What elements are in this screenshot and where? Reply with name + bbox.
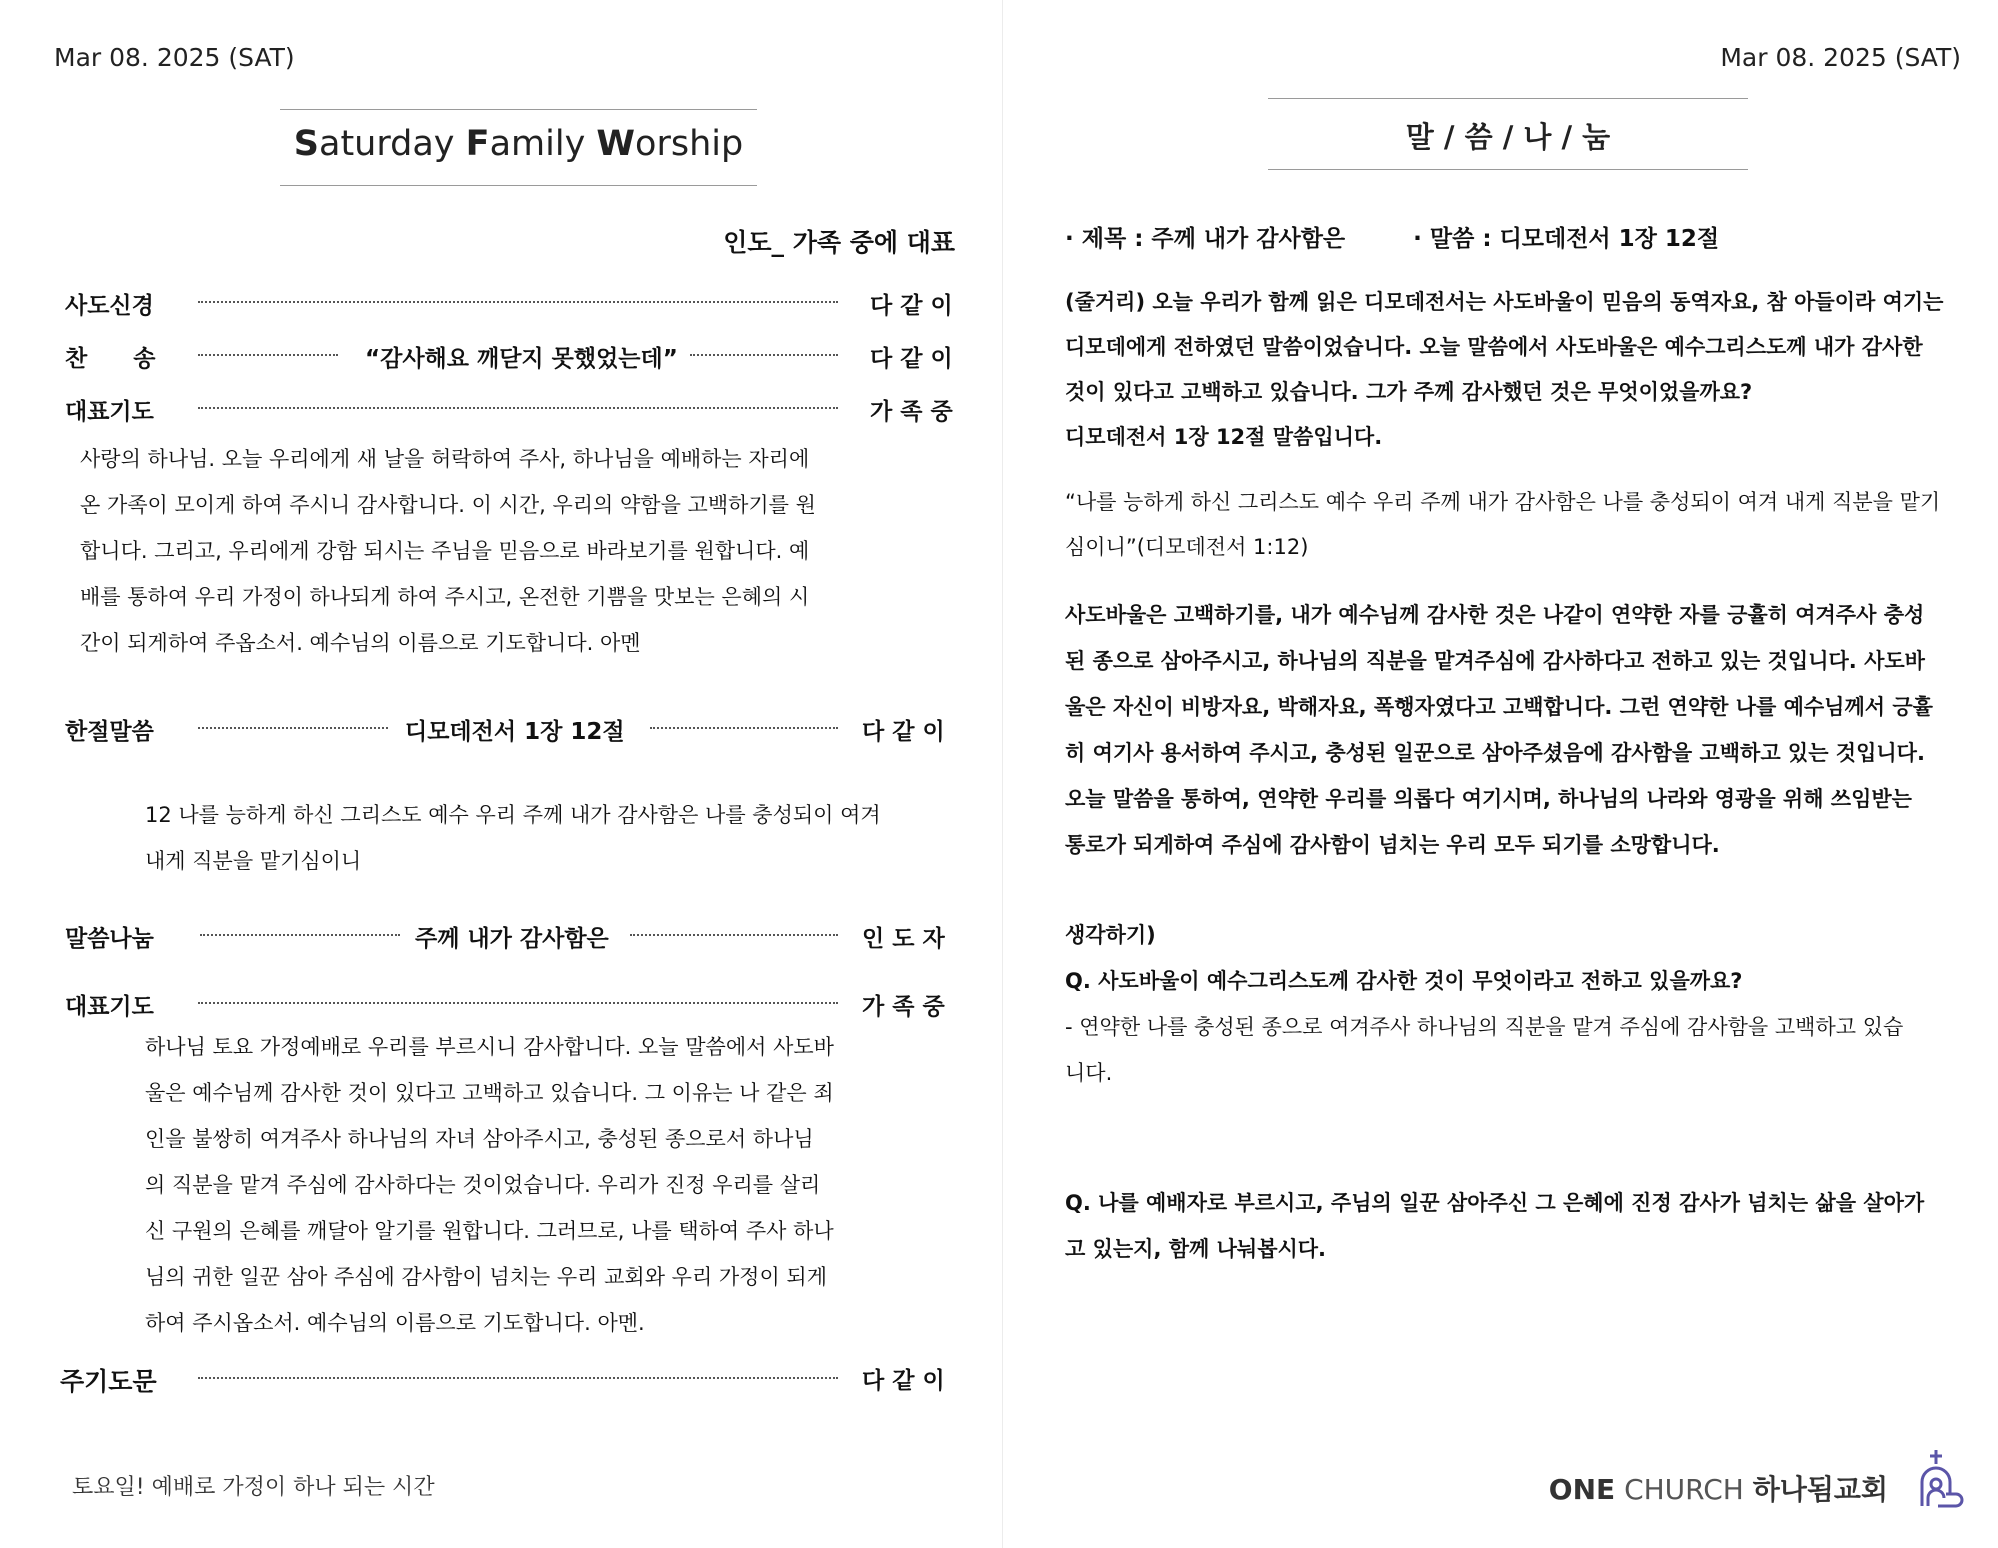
answer-1 [1065, 1004, 1975, 1096]
order-participant: 다 같 이 [870, 346, 953, 372]
prayer-line: 배를 통하여 우리 가정이 하나되게 하여 주시고, 온전한 기쁨을 맛보는 은혜의 시 [80, 585, 810, 609]
summary-line: 것이 있다고 고백하고 있습니다. 그가 주께 감사했던 것은 무엇이었을까요? [1065, 380, 1753, 404]
quote-line: “나를 능하게 하신 그리스도 예수 우리 주께 내가 감사함은 나를 충성되이 여겨 내게 직분을 맡기 [1065, 490, 1941, 514]
dotted-leader [630, 934, 838, 936]
prayer-line: 울은 예수님께 감사한 것이 있다고 고백하고 있습니다. 그 이유는 나 같은 죄 [145, 1081, 834, 1105]
dotted-leader [198, 727, 388, 729]
dotted-leader [198, 354, 338, 356]
order-participant: 가 족 중 [862, 994, 945, 1020]
think-label: 생각하기) [1065, 923, 1156, 947]
left-date: Mar 08. 2025 (SAT) [54, 43, 295, 72]
order-participant: 인 도 자 [862, 926, 945, 952]
dotted-leader [690, 354, 838, 356]
title-part-family: amily [489, 124, 597, 164]
prayer-line: 신 구원의 은혜를 깨달아 알기를 원합니다. 그러므로, 나를 택하여 주사 하나 [145, 1219, 834, 1243]
dotted-leader [198, 1377, 838, 1379]
prayer-line: 하여 주시옵소서. 예수님의 이름으로 기도합니다. 아멘. [145, 1311, 645, 1335]
right-date: Mar 08. 2025 (SAT) [1720, 43, 1961, 72]
church-cross-logo-icon [1916, 1448, 1964, 1510]
order-label: 말씀나눔 [65, 926, 154, 952]
scripture-line: 내게 직분을 맡기심이니 [145, 849, 362, 873]
question-line: Q. 나를 예배자로 부르시고, 주님의 일꾼 삼아주신 그 은혜에 진정 감사가 넘치는 삶을 살아가 [1065, 1191, 1925, 1215]
brand-korean-name: 하나됨교회 [1752, 1473, 1888, 1506]
body-line: 히 여기사 용서하여 주시고, 충성된 일꾼으로 삼아주셨음에 감사함을 고백하고 있는 것입니다. [1065, 741, 1925, 765]
sermon-verse: · 말씀 : 디모데전서 1장 12절 [1413, 226, 1720, 252]
prayer-line: 님의 귀한 일꾼 삼아 주심에 감사함이 넘치는 우리 교회와 우리 가정이 되게 [145, 1265, 828, 1289]
order-participant: 다 같 이 [870, 293, 953, 319]
scripture-reference: 디모데전서 1장 12절 [405, 719, 625, 745]
prayer-line: 합니다. 그리고, 우리에게 강함 되시는 주님을 믿음으로 바라보기를 원합니다. 예 [80, 539, 810, 563]
scripture-quote [1065, 480, 1975, 570]
leader-line: 인도_ 가족 중에 대표 [723, 228, 955, 257]
dotted-leader [200, 934, 400, 936]
summary-line: 디모데전서 1장 12절 말씀입니다. [1065, 425, 1383, 449]
hymn-title: “감사해요 깨닫지 못했었는데” [365, 346, 678, 372]
answer-line: 니다. [1065, 1061, 1113, 1085]
scripture-line: 12 나를 능하게 하신 그리스도 예수 우리 주께 내가 감사함은 나를 충성되이 여겨 [145, 803, 881, 827]
order-label: 사도신경 [65, 293, 154, 319]
order-label: 대표기도 [65, 399, 154, 425]
closing-prayer-text [145, 1024, 945, 1346]
sermon-sharing-title: 말 / 씀 / 나 / 눔 [1268, 98, 1748, 170]
opening-prayer-text [80, 436, 880, 666]
quote-line: 심이니”(디모데전서 1:12) [1065, 535, 1309, 559]
body-line: 통로가 되게하여 주심에 감사함이 넘치는 우리 모두 되기를 소망합니다. [1065, 833, 1720, 857]
title-initial-s: S [293, 124, 320, 164]
summary-line: 디모데에게 전하였던 말씀이었습니다. 오늘 말씀에서 사도바울은 예수그리스도께 내가 감사한 [1065, 335, 1923, 359]
order-label: 주기도문 [60, 1367, 157, 1396]
body-line: 오늘 말씀을 통하여, 연약한 우리를 의롭다 여기시며, 하나님의 나라와 영광을 위해 쓰임받는 [1065, 787, 1912, 811]
question-2 [1065, 1180, 1975, 1272]
summary-text [1065, 280, 1975, 460]
sermon-subject: · 제목 : 주께 내가 감사함은 [1065, 226, 1346, 252]
order-participant: 가 족 중 [870, 399, 953, 425]
dotted-leader [198, 1002, 838, 1004]
title-initial-w: W [596, 124, 636, 164]
prayer-line: 하나님 토요 가정예배로 우리를 부르시니 감사합니다. 오늘 말씀에서 사도바 [145, 1035, 834, 1059]
order-label: 찬 송 [65, 346, 156, 372]
title-part-worship: orship [635, 124, 744, 164]
prayer-line: 의 직분을 맡겨 주심에 감사하다는 것이었습니다. 우리가 진정 우리를 살리 [145, 1173, 821, 1197]
order-label: 한절말씀 [65, 719, 154, 745]
prayer-line: 간이 되게하여 주옵소서. 예수님의 이름으로 기도합니다. 아멘 [80, 631, 641, 655]
prayer-line: 사랑의 하나님. 오늘 우리에게 새 날을 허락하여 주사, 하나님을 예배하는 자리에 [80, 447, 810, 471]
body-line: 울은 자신이 비방자요, 박해자요, 폭행자였다고 고백합니다. 그런 연약한 나를 예수님께서 긍휼 [1065, 695, 1933, 719]
sermon-meta [1065, 220, 1719, 253]
brand-one: ONE [1548, 1473, 1616, 1506]
sermon-body [1065, 592, 1975, 868]
brand-church: CHURCH [1615, 1473, 1753, 1506]
summary-line: (줄거리) 오늘 우리가 함께 읽은 디모데전서는 사도바울이 믿음의 동역자요, 참 아들이라 여기는 [1065, 290, 1944, 314]
order-label: 대표기도 [65, 994, 154, 1020]
worship-title [280, 109, 757, 186]
right-page [1003, 0, 1998, 1548]
body-line: 사도바울은 고백하기를, 내가 예수님께 감사한 것은 나같이 연약한 자를 긍휼히 여겨주사 충성 [1065, 603, 1925, 627]
order-participant: 다 같 이 [862, 719, 945, 745]
dotted-leader [198, 407, 838, 409]
question-1: Q. 사도바울이 예수그리스도께 감사한 것이 무엇이라고 전하고 있을까요? [1065, 969, 1743, 993]
dotted-leader [198, 301, 838, 303]
dotted-leader [650, 727, 838, 729]
title-part-saturday: aturday [319, 124, 466, 164]
left-footer-slogan: 토요일! 예배로 가정이 하나 되는 시간 [72, 1475, 435, 1500]
scripture-text [145, 792, 945, 884]
church-brand [1549, 1468, 1888, 1508]
sharing-title: 주께 내가 감사함은 [415, 926, 609, 952]
answer-line: - 연약한 나를 충성된 종으로 여겨주사 하나님의 직분을 맡겨 주심에 감사함을 고백하고 있습 [1065, 1015, 1904, 1039]
order-participant: 다 같 이 [862, 1368, 945, 1394]
prayer-line: 온 가족이 모이게 하여 주시니 감사합니다. 이 시간, 우리의 약함을 고백하기를 원 [80, 493, 816, 517]
prayer-line: 인을 불쌍히 여겨주사 하나님의 자녀 삼아주시고, 충성된 종으로서 하나님 [145, 1127, 814, 1151]
question-line: 고 있는지, 함께 나눠봅시다. [1065, 1237, 1327, 1261]
title-initial-f: F [465, 124, 490, 164]
body-line: 된 종으로 삼아주시고, 하나님의 직분을 맡겨주심에 감사하다고 전하고 있는 것입니다. 사도바 [1065, 649, 1925, 673]
